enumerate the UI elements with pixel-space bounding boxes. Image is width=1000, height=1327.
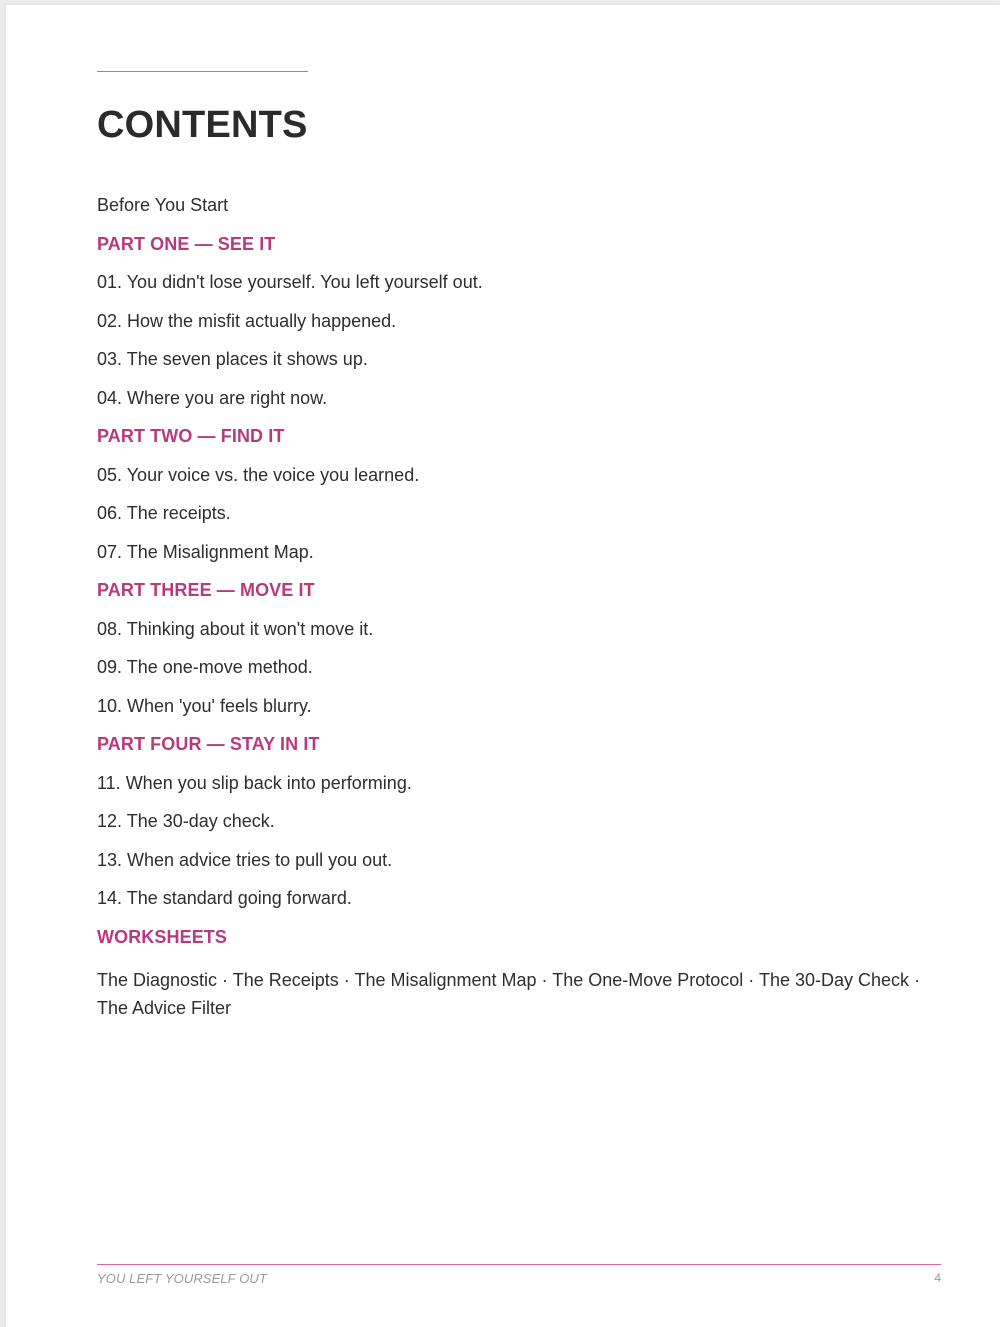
top-accent-rule xyxy=(97,71,308,72)
toc-section-heading: WORKSHEETS xyxy=(97,926,228,947)
toc-entry: 11. When you slip back into performing. xyxy=(97,772,412,793)
toc-entry: 13. When advice tries to pull you out. xyxy=(97,849,393,870)
footer-book-title: YOU LEFT YOURSELF OUT xyxy=(97,1271,267,1286)
worksheets-list: The Diagnostic · The Receipts · The Misalignment Map · The One-Move Protocol · The 30-Day Check · The Advice Filter xyxy=(97,970,921,1018)
toc-entry: 05. Your voice vs. the voice you learned. xyxy=(97,464,420,485)
toc-entry: 07. The Misalignment Map. xyxy=(97,541,314,562)
toc-entry: 02. How the misfit actually happened. xyxy=(97,310,397,331)
toc-section-heading: PART ONE — SEE IT xyxy=(97,233,276,254)
toc-entry: 01. You didn't lose yourself. You left yourself out. xyxy=(97,272,483,292)
toc-entry: 14. The standard going forward. xyxy=(97,888,352,908)
page-title: CONTENTS xyxy=(97,104,308,146)
toc-entry: Before You Start xyxy=(97,195,229,215)
table-of-contents xyxy=(97,185,957,955)
toc-entry: 04. Where you are right now. xyxy=(97,387,328,408)
toc-entry: 06. The receipts. xyxy=(97,503,231,523)
page-number: 4 xyxy=(934,1271,941,1285)
document-page xyxy=(6,5,1000,1327)
toc-entry: 10. When 'you' feels blurry. xyxy=(97,695,312,716)
toc-entry: 08. Thinking about it won't move it. xyxy=(97,618,374,639)
toc-entry: 09. The one-move method. xyxy=(97,657,313,677)
toc-section-heading: PART FOUR — STAY IN IT xyxy=(97,734,320,754)
toc-entry: 12. The 30-day check. xyxy=(97,811,275,831)
footer-rule xyxy=(97,1264,941,1265)
toc-section-heading: PART TWO — FIND IT xyxy=(97,426,285,446)
toc-section-heading: PART THREE — MOVE IT xyxy=(97,580,315,600)
toc-entry: 03. The seven places it shows up. xyxy=(97,349,368,369)
